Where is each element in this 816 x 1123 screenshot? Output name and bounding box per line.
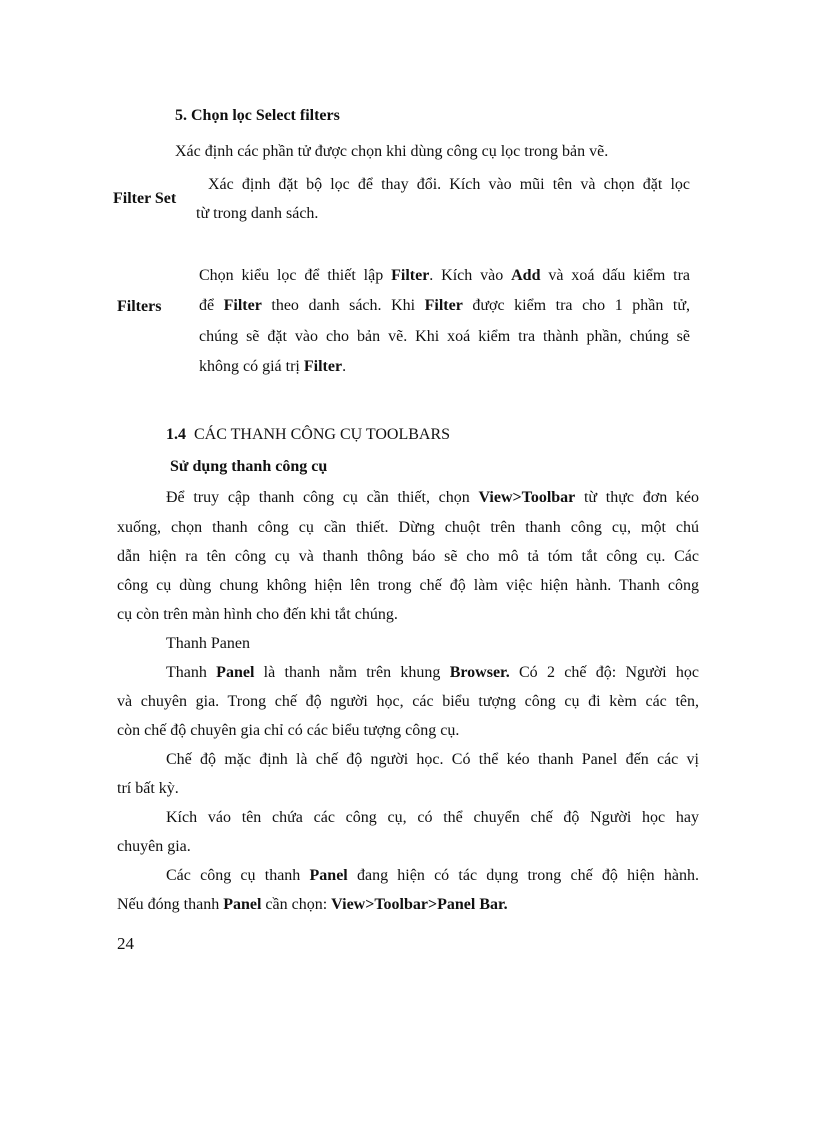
page-number: 24 bbox=[117, 934, 134, 953]
para-5-line-1: Các công cụ thanh Panel đang hiện có tác dụng trong chế độ hiện hành. bbox=[166, 867, 700, 884]
para-5-line-2: Nếu đóng thanh Panel cần chọn: View>Toolbar>Panel Bar. bbox=[117, 896, 508, 913]
section-1-4-heading: 1.4 CÁC THANH CÔNG CỤ TOOLBARS bbox=[166, 426, 451, 443]
para-4-line-2: chuyên gia. bbox=[117, 838, 191, 855]
para-2-line-1: Thanh Panel là thanh nằm trên khung Browser. Có 2 chế độ: Người học bbox=[166, 664, 700, 681]
para-1-line-1: Để truy cập thanh công cụ cần thiết, chọn View>Toolbar từ thực đơn kéo bbox=[166, 489, 699, 506]
para-1-line-3: dẫn hiện ra tên công cụ và thanh thông báo sẽ cho mô tả tóm tắt công cụ. Các bbox=[117, 548, 699, 565]
section-5-title: 5. Chọn lọc Select filters bbox=[175, 107, 340, 124]
section-5-intro: Xác định các phần tử được chọn khi dùng công cụ lọc trong bản vẽ. bbox=[175, 143, 609, 160]
para-3-line-2: trí bất kỳ. bbox=[117, 780, 179, 797]
section-1-4-subtitle: Sử dụng thanh công cụ bbox=[170, 458, 328, 475]
filter-set-line-2: từ trong danh sách. bbox=[196, 205, 319, 222]
filter-set-line-1: Xác định đặt bộ lọc để thay đổi. Kích vào mũi tên và chọn đặt lọc bbox=[208, 176, 690, 193]
para-1-line-4: công cụ dùng chung không hiện lên trong chế độ làm việc hiện hành. Thanh công bbox=[117, 577, 699, 594]
filters-line-4: không có giá trị Filter. bbox=[199, 358, 347, 375]
para-1-line-5: cụ còn trên màn hình cho đến khi tắt chúng. bbox=[117, 606, 398, 623]
para-3-line-1: Chế độ mặc định là chế độ người học. Có thể kéo thanh Panel đến các vị bbox=[166, 751, 699, 768]
panel-title: Thanh Panen bbox=[166, 635, 250, 652]
filters-line-1: Chọn kiểu lọc để thiết lập Filter. Kích vào Add và xoá dấu kiểm tra bbox=[199, 267, 691, 284]
filters-label: Filters bbox=[117, 298, 162, 315]
filter-set-label: Filter Set bbox=[113, 190, 177, 207]
para-4-line-1: Kích váo tên chứa các công cụ, có thể chuyển chế độ Người học hay bbox=[166, 809, 699, 826]
filters-line-3: chúng sẽ đặt vào cho bản vẽ. Khi xoá kiểm tra thành phần, chúng sẽ bbox=[199, 328, 690, 345]
para-2-line-2: và chuyên gia. Trong chế độ người học, các biểu tượng công cụ đi kèm các tên, bbox=[117, 693, 699, 710]
para-2-line-3: còn chế độ chuyên gia chỉ có các biểu tượng công cụ. bbox=[117, 722, 460, 739]
filters-line-2: để Filter theo danh sách. Khi Filter được kiểm tra cho 1 phần tử, bbox=[199, 297, 690, 314]
para-1-line-2: xuống, chọn thanh công cụ cần thiết. Dừng chuột trên thanh công cụ, một chú bbox=[117, 519, 699, 536]
